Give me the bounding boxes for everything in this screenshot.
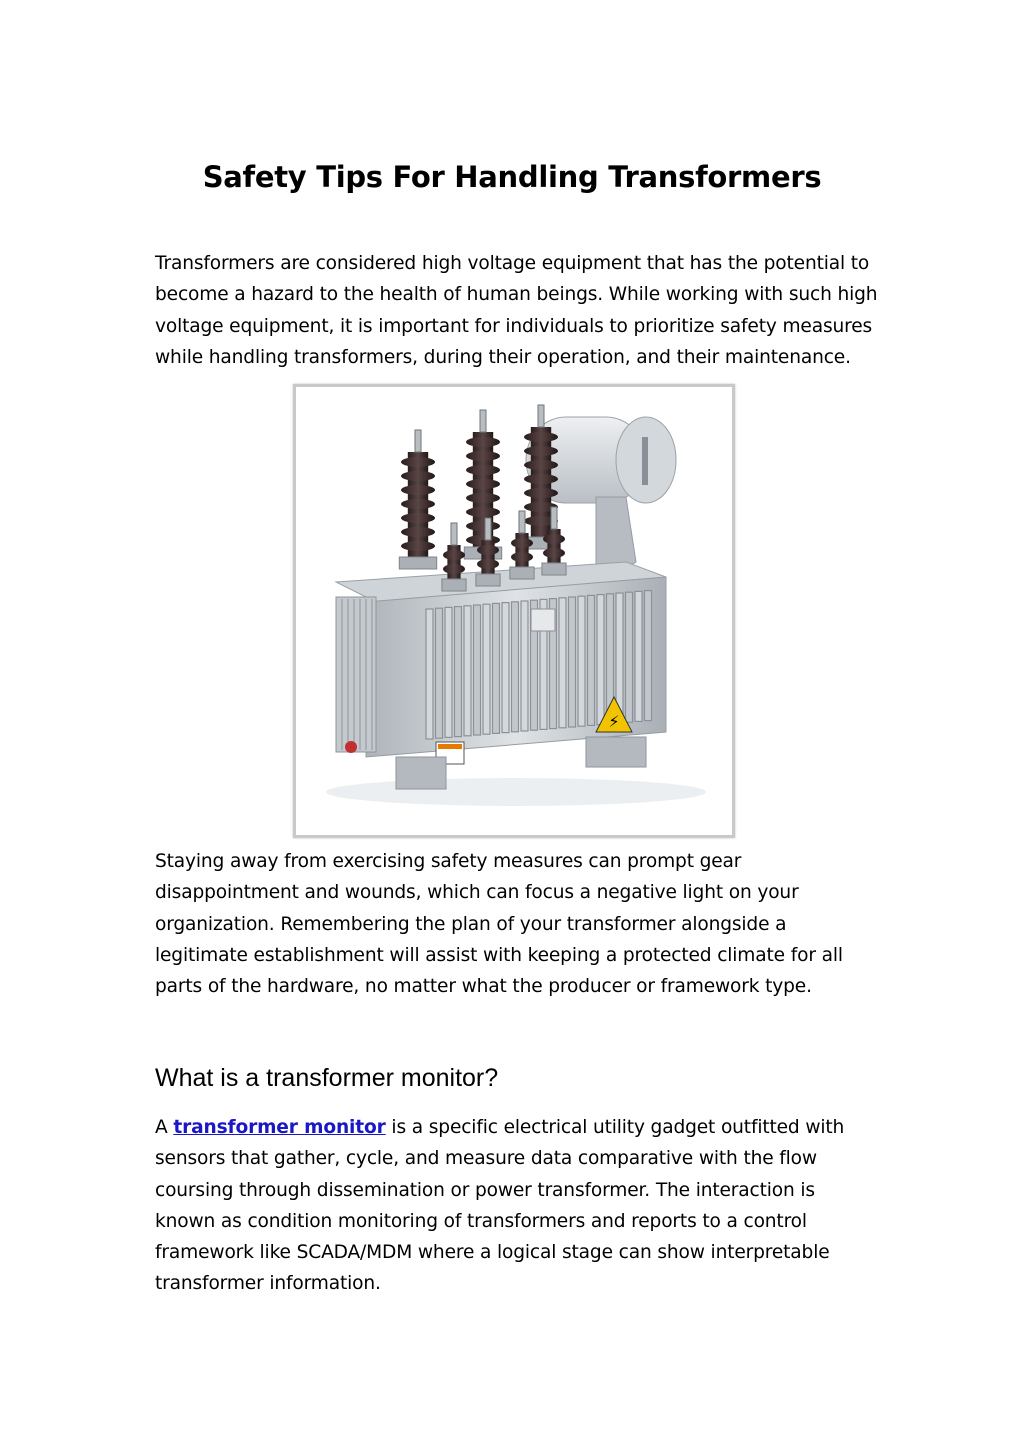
- paragraph-line: parts of the hardware, no matter what the producer or framework type.: [155, 976, 812, 998]
- paragraph-line: disappointment and wounds, which can focus a negative light on your: [155, 882, 799, 904]
- transformer-illustration-icon: [296, 387, 732, 835]
- intro-paragraph: [155, 248, 885, 373]
- transformer-image: [293, 384, 735, 838]
- line-rest-text: is a specific electrical utility gadget outfitted with: [385, 1117, 845, 1138]
- section-heading: What is a transformer monitor?: [155, 1064, 499, 1092]
- monitor-paragraph: [155, 1112, 885, 1300]
- paragraph-line: Transformers are considered high voltage equipment that has the potential to: [155, 253, 870, 274]
- paragraph-line: [155, 1112, 885, 1143]
- paragraph-line: framework like SCADA/MDM where a logical stage can show interpretable: [155, 1242, 830, 1264]
- paragraph-line: while handling transformers, during their operation, and their maintenance.: [155, 346, 851, 368]
- paragraph-line: coursing through dissemination or power transformer. The interaction is: [155, 1179, 815, 1201]
- safety-paragraph: [155, 846, 885, 1002]
- paragraph-line: transformer information.: [155, 1273, 381, 1295]
- page-title: Safety Tips For Handling Transformers: [202, 160, 822, 194]
- svg-text:⚡: ⚡: [608, 712, 620, 731]
- paragraph-line: voltage equipment, it is important for individuals to prioritize safety measures: [155, 315, 873, 337]
- paragraph-line: become a hazard to the health of human beings. While working with such high: [155, 284, 878, 306]
- paragraph-line: legitimate establishment will assist with keeping a protected climate for all: [155, 944, 843, 966]
- paragraph-line: known as condition monitoring of transformers and reports to a control: [155, 1210, 807, 1232]
- paragraph-line: Staying away from exercising safety measures can prompt gear: [155, 851, 742, 872]
- prefix-text: A: [155, 1117, 174, 1138]
- paragraph-line: organization. Remembering the plan of your transformer alongside a: [155, 913, 787, 935]
- transformer-monitor-link[interactable]: transformer monitor: [173, 1117, 386, 1138]
- paragraph-line: sensors that gather, cycle, and measure data comparative with the flow: [155, 1148, 817, 1170]
